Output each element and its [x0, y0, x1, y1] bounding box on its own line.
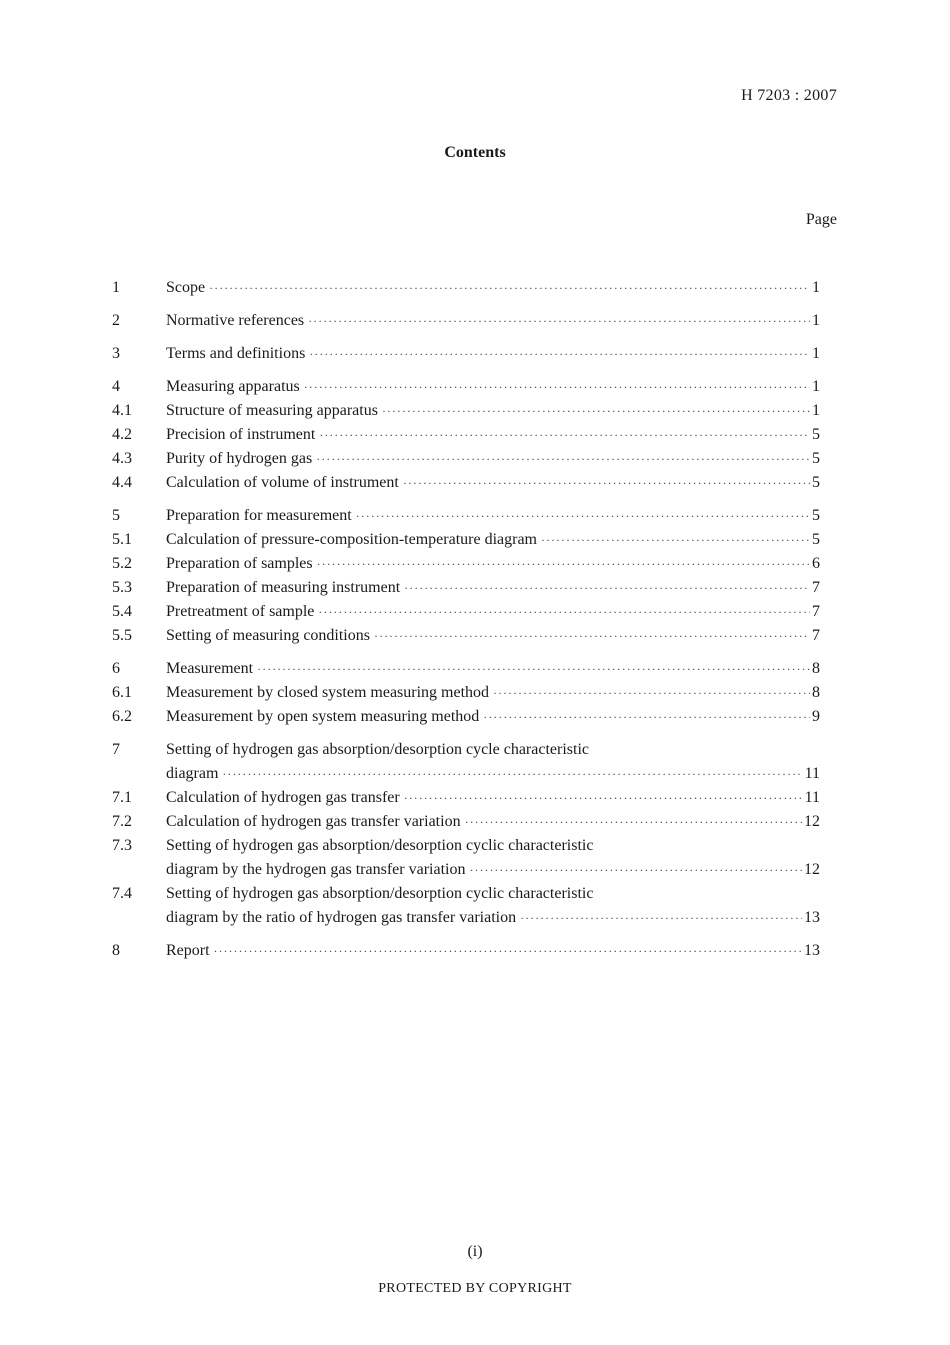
- toc-entry-4-4[interactable]: [112, 471, 820, 495]
- dot-leader: [222, 762, 802, 786]
- page-number: 5: [812, 450, 820, 467]
- toc-entry-5-4[interactable]: [112, 600, 820, 624]
- dot-leader: [404, 576, 810, 600]
- page-number: 13: [804, 909, 820, 926]
- section-title: Preparation of samples: [166, 555, 313, 572]
- toc-entry-6-1[interactable]: [112, 681, 820, 705]
- toc-entry-4-3[interactable]: [112, 447, 820, 471]
- dot-leader: [317, 552, 810, 576]
- section-title: Normative references: [166, 312, 305, 329]
- page-number: 9: [812, 708, 820, 725]
- toc-entry-6[interactable]: [112, 657, 820, 681]
- dot-leader: [318, 600, 810, 624]
- section-number: 4.2: [112, 426, 132, 443]
- toc-entry-7[interactable]: [112, 738, 820, 786]
- toc-entry-4-2[interactable]: [112, 423, 820, 447]
- page-number: 7: [812, 579, 820, 596]
- page-number: 5: [812, 531, 820, 548]
- page-number: 5: [812, 507, 820, 524]
- dot-leader: [319, 423, 810, 447]
- dot-leader: [541, 528, 810, 552]
- section-number: 5.1: [112, 531, 132, 548]
- section-number: 5.2: [112, 555, 132, 572]
- page-title: Contents: [444, 144, 506, 161]
- section-title: Measurement: [166, 660, 254, 677]
- page-number: 1: [812, 279, 820, 296]
- page-number: 11: [804, 789, 820, 806]
- section-number: 6: [112, 660, 120, 677]
- section-title: Precision of instrument: [166, 426, 316, 443]
- page-number: 5: [812, 474, 820, 491]
- section-number: 3: [112, 345, 120, 362]
- section-title: Preparation of measuring instrument: [166, 579, 401, 596]
- toc-entry-5-1[interactable]: [112, 528, 820, 552]
- toc-entry-7-4[interactable]: [112, 882, 820, 930]
- page-number: 1: [812, 378, 820, 395]
- toc-entry-2[interactable]: [112, 309, 820, 333]
- toc-entry-5-3[interactable]: [112, 576, 820, 600]
- dot-leader: [209, 276, 810, 300]
- dot-leader: [465, 810, 802, 834]
- document-id: H 7203 : 2007: [741, 87, 837, 104]
- section-number: 5.3: [112, 579, 132, 596]
- toc-entry-8[interactable]: [112, 939, 820, 963]
- section-number: 5.4: [112, 603, 132, 620]
- section-title-continued: diagram: [166, 765, 219, 782]
- section-number: 6.1: [112, 684, 132, 701]
- section-number: 7.1: [112, 789, 132, 806]
- section-title-continued: diagram by the hydrogen gas transfer variation: [166, 861, 466, 878]
- section-title: Structure of measuring apparatus: [166, 402, 378, 419]
- section-number: 4.1: [112, 402, 132, 419]
- section-number: 1: [112, 279, 120, 296]
- toc-entry-7-3[interactable]: [112, 834, 820, 882]
- section-number: 7.3: [112, 837, 132, 854]
- page-number: 12: [804, 813, 820, 830]
- page-number: 1: [812, 402, 820, 419]
- page-number: 8: [812, 660, 820, 677]
- page-number: 11: [804, 765, 820, 782]
- section-title: Purity of hydrogen gas: [166, 450, 313, 467]
- page-number: 1: [812, 345, 820, 362]
- section-title: Terms and definitions: [166, 345, 306, 362]
- dot-leader: [493, 681, 810, 705]
- section-number: 4.4: [112, 474, 132, 491]
- dot-leader: [304, 375, 810, 399]
- dot-leader: [404, 786, 803, 810]
- toc-entry-1[interactable]: [112, 276, 820, 300]
- page-folio: (i): [467, 1243, 483, 1260]
- section-number: 7.2: [112, 813, 132, 830]
- page-number: 13: [804, 942, 820, 959]
- section-title: Pretreatment of sample: [166, 603, 315, 620]
- dot-leader: [469, 858, 802, 882]
- dot-leader: [356, 504, 810, 528]
- section-number: 8: [112, 942, 120, 959]
- dot-leader: [382, 399, 810, 423]
- copyright-notice: PROTECTED BY COPYRIGHT: [378, 1281, 572, 1296]
- section-title: Calculation of volume of instrument: [166, 474, 399, 491]
- section-number: 6.2: [112, 708, 132, 725]
- table-of-contents: [112, 276, 820, 963]
- dot-leader: [309, 342, 810, 366]
- page-number: 5: [812, 426, 820, 443]
- section-number: 5: [112, 507, 120, 524]
- toc-entry-5-5[interactable]: [112, 624, 820, 648]
- section-number: 4.3: [112, 450, 132, 467]
- section-title: Setting of hydrogen gas absorption/desorption cyclic characteristic: [166, 837, 594, 854]
- section-title: Calculation of hydrogen gas transfer variation: [166, 813, 461, 830]
- toc-entry-3[interactable]: [112, 342, 820, 366]
- dot-leader: [316, 447, 810, 471]
- section-title: Setting of hydrogen gas absorption/desorption cycle characteristic: [166, 741, 589, 758]
- toc-entry-4[interactable]: [112, 375, 820, 399]
- page-number: 1: [812, 312, 820, 329]
- page-column-label: Page: [805, 211, 837, 228]
- section-number: 7.4: [112, 885, 132, 902]
- dot-leader: [520, 906, 802, 930]
- toc-entry-6-2[interactable]: [112, 705, 820, 729]
- dot-leader: [483, 705, 810, 729]
- toc-entry-7-2[interactable]: [112, 810, 820, 834]
- dot-leader: [214, 939, 802, 963]
- dot-leader: [374, 624, 810, 648]
- section-number: 4: [112, 378, 120, 395]
- page-number: 6: [812, 555, 820, 572]
- section-title: Report: [166, 942, 210, 959]
- dot-leader: [308, 309, 810, 333]
- page-number: 12: [804, 861, 820, 878]
- section-number: 5.5: [112, 627, 132, 644]
- section-title: Measuring apparatus: [166, 378, 300, 395]
- dot-leader: [257, 657, 810, 681]
- page-number: 7: [812, 603, 820, 620]
- toc-entry-7-1[interactable]: [112, 786, 820, 810]
- section-title-continued: diagram by the ratio of hydrogen gas transfer variation: [166, 909, 517, 926]
- section-number: 7: [112, 741, 120, 758]
- toc-entry-5-2[interactable]: [112, 552, 820, 576]
- section-title: Preparation for measurement: [166, 507, 352, 524]
- section-title: Setting of hydrogen gas absorption/desorption cyclic characteristic: [166, 885, 594, 902]
- page-number: 7: [812, 627, 820, 644]
- page-number: 8: [812, 684, 820, 701]
- toc-entry-4-1[interactable]: [112, 399, 820, 423]
- toc-entry-5[interactable]: [112, 504, 820, 528]
- section-title: Calculation of pressure-composition-temperature diagram: [166, 531, 537, 548]
- section-title: Scope: [166, 279, 206, 296]
- section-title: Setting of measuring conditions: [166, 627, 370, 644]
- dot-leader: [403, 471, 810, 495]
- section-title: Calculation of hydrogen gas transfer: [166, 789, 400, 806]
- section-title: Measurement by closed system measuring method: [166, 684, 490, 701]
- section-title: Measurement by open system measuring method: [166, 708, 480, 725]
- section-number: 2: [112, 312, 120, 329]
